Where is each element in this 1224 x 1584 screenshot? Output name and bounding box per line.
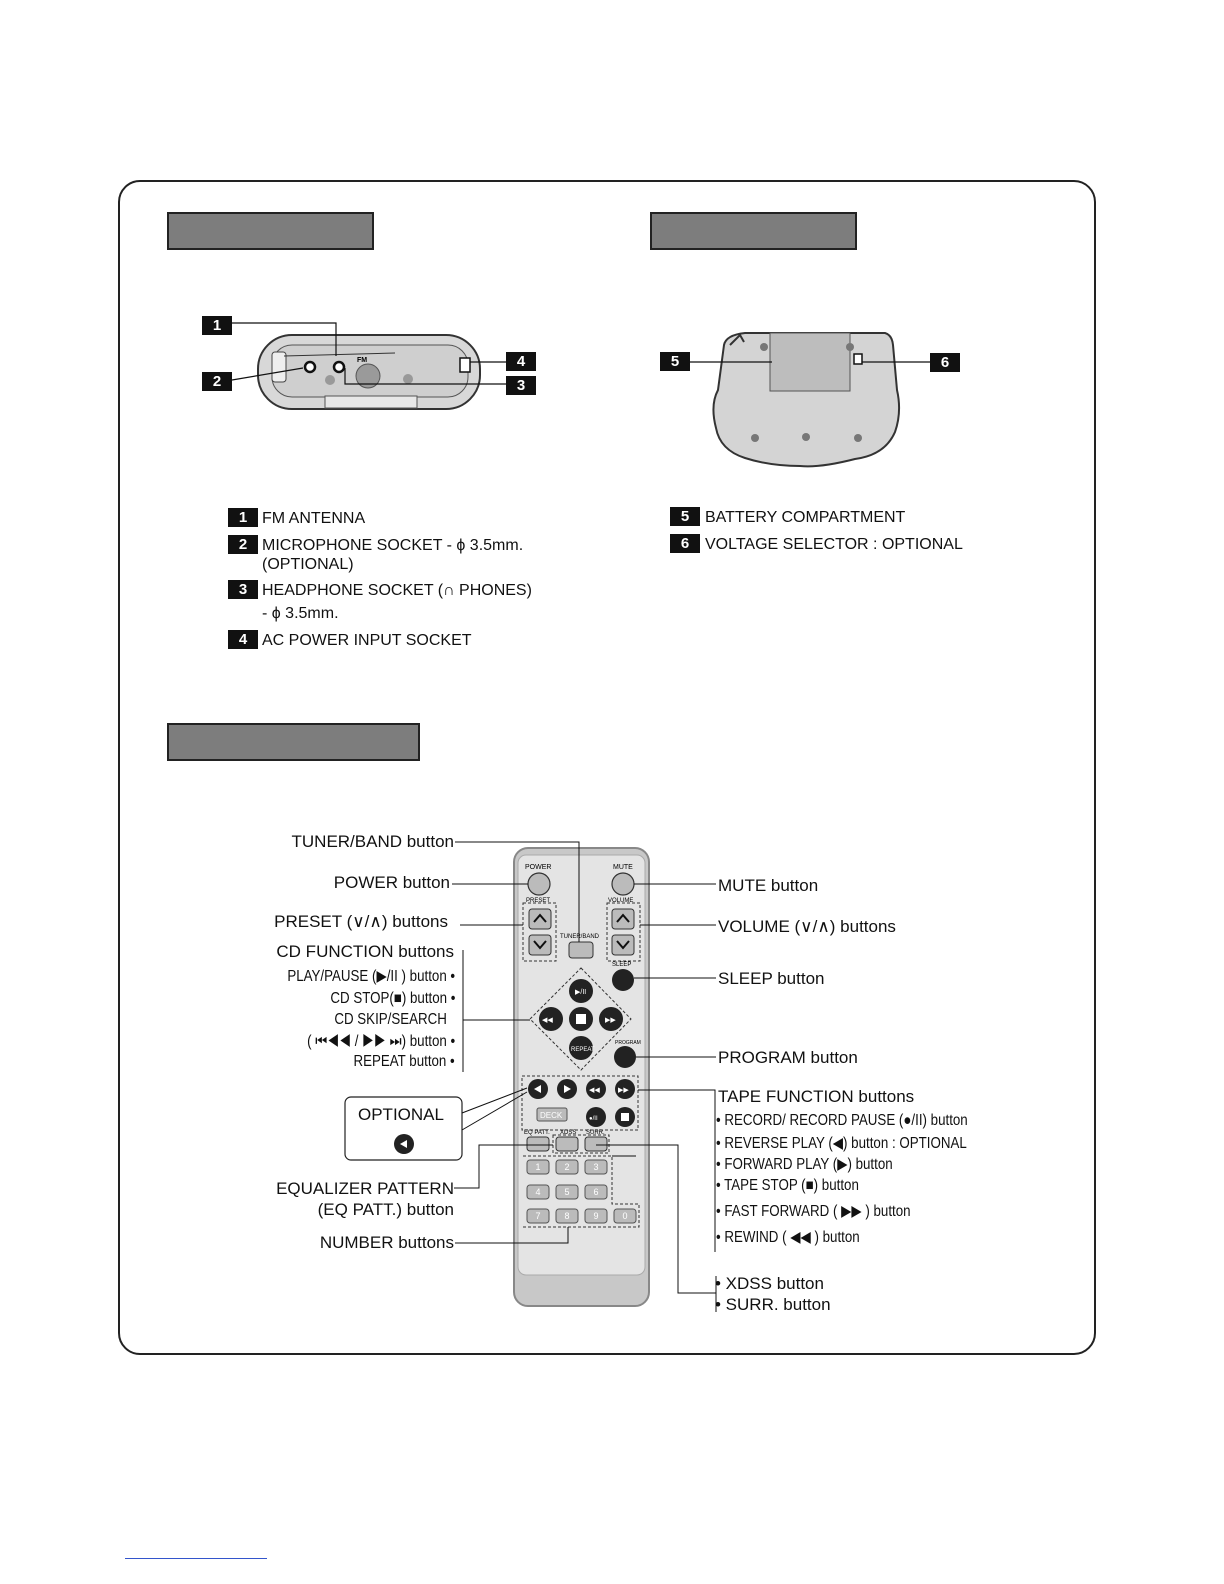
svg-text:PROGRAM: PROGRAM: [615, 1040, 641, 1046]
label-mute: MUTE button: [718, 876, 819, 895]
label-power: POWER button: [333, 873, 450, 892]
legend-badge-5: 5: [670, 507, 700, 526]
legend-microphone-socket: MICROPHONE SOCKET - ϕ 3.5mm.: [262, 537, 524, 554]
label-eq-patt-button: (EQ PATT.) button: [317, 1200, 454, 1219]
svg-text:EQ PATT.: EQ PATT.: [524, 1130, 550, 1136]
svg-text:▶▶: ▶▶: [605, 1017, 616, 1024]
legend-badge-1: 1: [228, 508, 258, 527]
svg-text:▶▶: ▶▶: [618, 1087, 629, 1094]
legend-fm-antenna: FM ANTENNA: [262, 510, 366, 527]
number-key-2: 2: [564, 1162, 570, 1172]
svg-text:PRESET: PRESET: [526, 898, 551, 904]
svg-text:SURR.: SURR.: [586, 1130, 605, 1136]
callout-5: 5: [660, 352, 690, 371]
legend-headphone-socket: HEADPHONE SOCKET (∩ PHONES): [262, 582, 532, 599]
number-key-0: 0: [622, 1211, 628, 1221]
legend-badge-2: 2: [228, 535, 258, 554]
svg-text:▶/II: ▶/II: [575, 989, 587, 996]
svg-text:REPEAT: REPEAT: [571, 1047, 595, 1053]
label-sleep: SLEEP button: [718, 969, 825, 988]
bottom-panel-device: [690, 333, 930, 466]
label-program: PROGRAM button: [718, 1048, 858, 1067]
legend-voltage-selector: VOLTAGE SELECTOR : OPTIONAL: [705, 536, 963, 553]
label-eq-pattern: EQUALIZER PATTERN: [276, 1179, 454, 1198]
label-tape-reverse: • REVERSE PLAY (◀) button : OPTIONAL: [716, 1135, 967, 1152]
svg-text:XDSS: XDSS: [560, 1130, 577, 1136]
callout-1: 1: [202, 316, 232, 335]
footer-link-underline: [125, 1558, 267, 1559]
legend-badge-4: 4: [228, 630, 258, 649]
callout-6: 6: [930, 353, 960, 372]
svg-text:◀◀: ◀◀: [589, 1087, 600, 1094]
label-tape-function: TAPE FUNCTION buttons: [718, 1087, 915, 1106]
callout-3: 3: [506, 376, 536, 395]
label-tape-rewind: • REWIND ( ◀◀ ) button: [716, 1229, 860, 1246]
svg-text:VOLUME: VOLUME: [608, 898, 634, 904]
label-volume: VOLUME (∨/∧) buttons: [718, 917, 896, 936]
svg-text:◀◀: ◀◀: [542, 1017, 553, 1024]
label-cd-skip: CD SKIP/SEARCH: [334, 1011, 447, 1028]
label-tape-record: • RECORD/ RECORD PAUSE (●/II) button: [716, 1112, 968, 1129]
svg-text:●/II: ●/II: [589, 1116, 598, 1122]
number-key-6: 6: [593, 1187, 599, 1197]
number-key-3: 3: [593, 1162, 599, 1172]
label-surr: • SURR. button: [715, 1295, 831, 1314]
label-xdss: • XDSS button: [715, 1274, 824, 1293]
number-key-9: 9: [593, 1211, 599, 1221]
label-tape-fast-forward: • FAST FORWARD ( ▶▶ ) button: [716, 1203, 911, 1220]
callout-4: 4: [506, 352, 536, 371]
number-key-5: 5: [564, 1187, 570, 1197]
label-preset: PRESET (∨/∧) buttons: [274, 912, 448, 931]
svg-text:MUTE: MUTE: [613, 864, 633, 871]
label-cd-stop: CD STOP(■) button •: [329, 990, 455, 1007]
label-number-buttons: NUMBER buttons: [319, 1233, 454, 1252]
number-key-4: 4: [535, 1187, 541, 1197]
legend-battery-compartment: BATTERY COMPARTMENT: [705, 509, 906, 526]
number-key-7: 7: [535, 1211, 541, 1221]
svg-text:POWER: POWER: [525, 864, 552, 871]
label-tape-forward: • FORWARD PLAY (▶) button: [716, 1156, 893, 1173]
label-cd-function: CD FUNCTION buttons: [276, 942, 454, 961]
label-cd-skip-buttons: ( ⏮◀◀ / ▶▶ ⏭) button •: [306, 1033, 455, 1050]
label-cd-play-pause: PLAY/PAUSE (▶/II ) button •: [287, 968, 455, 985]
number-key-1: 1: [535, 1162, 541, 1172]
number-key-8: 8: [564, 1211, 570, 1221]
svg-text:DECK: DECK: [540, 1111, 563, 1120]
label-optional: OPTIONAL: [358, 1105, 444, 1124]
label-tape-stop: • TAPE STOP (■) button: [716, 1177, 859, 1194]
label-cd-repeat: REPEAT button •: [353, 1053, 455, 1070]
legend-badge-3: 3: [228, 580, 258, 599]
legend-microphone-optional: (OPTIONAL): [262, 556, 354, 573]
callout-2: 2: [202, 372, 232, 391]
svg-text:FM: FM: [357, 357, 368, 364]
legend-headphone-size: - ϕ 3.5mm.: [262, 605, 339, 622]
svg-text:TUNER/BAND: TUNER/BAND: [560, 934, 600, 940]
label-tuner-band: TUNER/BAND button: [291, 832, 454, 851]
legend-ac-power: AC POWER INPUT SOCKET: [262, 632, 472, 649]
svg-text:SLEEP: SLEEP: [612, 962, 632, 968]
legend-badge-6: 6: [670, 534, 700, 553]
rear-panel-device: [232, 323, 506, 409]
